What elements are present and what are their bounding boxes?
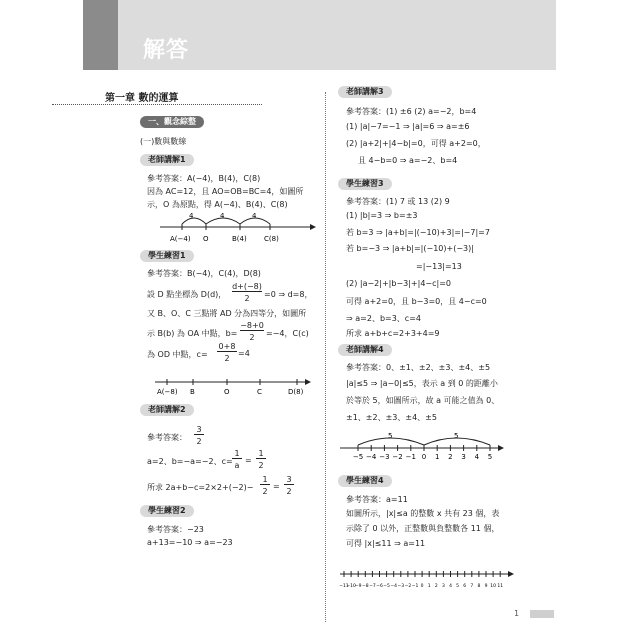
tick-label: O xyxy=(224,388,230,396)
tick-label: A(−4) xyxy=(170,235,191,243)
teacher-heading-3: 老師講解3 xyxy=(338,86,392,98)
tick-label: −8 xyxy=(361,584,369,589)
frac-num: 3 xyxy=(196,425,202,434)
number-line-1 xyxy=(160,210,320,244)
text-line: ⇒ a=2、b=3、c=4 xyxy=(346,314,422,323)
tick-label: −2 xyxy=(392,453,403,461)
tick-label: −3 xyxy=(397,584,405,589)
section-pill: 一、觀念綜整 xyxy=(140,116,204,128)
arc-label: 4 xyxy=(252,212,257,220)
text-line: ±1、±2、±3、±4、±5 xyxy=(346,413,437,422)
text-line: 示除了 0 以外，正整數與負整數各 11 個， xyxy=(346,524,500,533)
tick-label: 3 xyxy=(461,453,466,461)
tick-label: −1 xyxy=(411,584,419,589)
subsection-title: (一)數與數線 xyxy=(140,137,187,146)
frac-bar xyxy=(260,484,270,485)
tick-label: 9 xyxy=(484,584,488,589)
text-line: 示 B(b) 為 OA 中點，b= xyxy=(147,329,238,338)
teacher-heading-4: 老師講解4 xyxy=(338,344,392,356)
text-line: 且 4−b=0 ⇒ a=−2、b=4 xyxy=(358,156,458,165)
frac-den: 2 xyxy=(196,437,202,446)
frac-bar xyxy=(232,291,262,292)
frac-den: 2 xyxy=(262,487,268,496)
page-title: 解答 xyxy=(143,38,190,63)
student-heading-1: 學生練習1 xyxy=(140,250,194,262)
tick-label: B xyxy=(190,388,195,396)
tick-label: −4 xyxy=(390,584,398,589)
tick-label: 1 xyxy=(427,584,431,589)
tick-label: −6 xyxy=(376,584,383,589)
tick-label: −7 xyxy=(369,584,376,589)
tick-label: −11 xyxy=(339,584,349,589)
arc-label: 5 xyxy=(388,432,393,440)
arc-label: 5 xyxy=(454,432,459,440)
tick-label: −3 xyxy=(379,453,390,461)
text-line: 參考答案：A(−4)，B(4)，C(8) xyxy=(147,174,261,183)
tick-label: −10 xyxy=(346,584,356,589)
tick-label: A(−8) xyxy=(157,388,178,396)
text-line: |a|≤5 ⇒ |a−0|≤5，表示 a 到 0 的距離小 xyxy=(346,379,498,388)
tick-label: 11 xyxy=(497,584,504,589)
tick-label: B(4) xyxy=(232,235,247,243)
text-line: 示，O 為原點，得 A(−4)、B(4)、C(8) xyxy=(147,200,288,209)
text-line: 為 OD 中點，c= xyxy=(147,350,208,359)
chapter-title: 第一章 數的運算 xyxy=(105,93,179,104)
text-line: (1) |b|=3 ⇒ b=±3 xyxy=(346,211,418,220)
tick-label: 5 xyxy=(456,584,460,589)
frac-den: 2 xyxy=(258,461,264,470)
frac-bar xyxy=(240,330,264,331)
text-line: 參考答案：B(−4)，C(4)，D(8) xyxy=(147,269,261,278)
tick-label: −2 xyxy=(404,584,412,589)
frac-bar xyxy=(284,484,294,485)
text-line: 所求 a+b+c=2+3+4=9 xyxy=(346,329,440,338)
arc-label: 4 xyxy=(220,212,225,220)
tick-label: 1 xyxy=(434,453,440,461)
frac-num: −8+0 xyxy=(240,321,264,330)
footer-bar xyxy=(530,610,554,618)
tick-label: 0 xyxy=(420,584,424,589)
text-line: (2) |a+2|+|4−b|=0，可得 a+2=0， xyxy=(346,139,486,148)
tick-label: 8 xyxy=(477,584,481,589)
frac-bar xyxy=(256,458,266,459)
text-line: 參考答案：0、±1、±2、±3、±4、±5 xyxy=(346,363,491,372)
frac-bar xyxy=(217,351,237,352)
student-heading-3: 學生練習3 xyxy=(338,178,392,190)
tick-label: 0 xyxy=(421,453,427,461)
tick-label: 3 xyxy=(441,584,445,589)
number-line-4 xyxy=(338,565,518,595)
tick-label: O xyxy=(203,235,209,243)
frac-bar xyxy=(232,458,242,459)
tick-label: −1 xyxy=(405,453,416,461)
frac-num: 1 xyxy=(262,475,268,484)
page-header xyxy=(83,0,556,70)
frac-den: 2 xyxy=(249,333,255,342)
text-line: =4 xyxy=(238,349,250,358)
student-heading-2: 學生練習2 xyxy=(140,505,194,517)
tick-label: −5 xyxy=(352,453,364,461)
tick-label: 5 xyxy=(487,453,493,461)
text-line: 若 b=3 ⇒ |a+b|=|(−10)+3|=|−7|=7 xyxy=(346,228,490,237)
tick-label: D(8) xyxy=(288,388,304,396)
text-line: =|−13|=13 xyxy=(416,262,462,271)
text-line: 參考答案：(1) 7 或 13 (2) 9 xyxy=(346,197,450,206)
tick-label: C(8) xyxy=(264,235,279,243)
frac-num: 1 xyxy=(258,449,264,458)
number-line-2 xyxy=(155,372,320,398)
frac-bar xyxy=(194,434,204,435)
text-line: a+13=−10 ⇒ a=−23 xyxy=(147,538,233,547)
tick-label: −9 xyxy=(354,584,362,589)
text-line: =−4，C(c) xyxy=(266,329,309,338)
frac-num: d+(−8) xyxy=(232,282,262,291)
column-divider xyxy=(325,92,326,622)
text-line: = xyxy=(245,456,252,465)
text-line: 可得 a+2=0，且 b−3=0，且 4−c=0 xyxy=(346,297,487,306)
tick-label: 2 xyxy=(434,584,438,589)
text-line: 於等於 5，如圖所示，故 a 可能之值為 0、 xyxy=(346,396,500,405)
text-line: 因為 AC=12，且 AO=OB=BC=4，如圖所 xyxy=(147,187,304,196)
student-heading-4: 學生練習4 xyxy=(338,475,392,487)
frac-den: 2 xyxy=(244,294,250,303)
tick-label: 7 xyxy=(470,584,474,589)
header-tab xyxy=(83,0,118,70)
tick-label: 2 xyxy=(448,453,453,461)
page-number: 1 xyxy=(514,609,520,618)
text-line: (1) |a|−7=−1 ⇒ |a|=6 ⇒ a=±6 xyxy=(346,122,470,131)
divider xyxy=(52,104,262,105)
frac-num: 0+8 xyxy=(218,342,236,351)
tick-label: 4 xyxy=(474,453,480,461)
text-line: (2) |a−2|+|b−3|+|4−c|=0 xyxy=(346,279,452,288)
text-line: 參考答案：a=11 xyxy=(346,495,408,504)
number-line-3 xyxy=(338,428,508,464)
frac-den: 2 xyxy=(224,354,230,363)
frac-num: 1 xyxy=(234,449,240,458)
text-line: 又 B、O、C 三點將 AD 分為四等分，如圖所 xyxy=(147,309,307,318)
text-line: a=2、b=−a=−2、c= xyxy=(147,457,233,466)
text-line: =0 ⇒ d=8， xyxy=(264,290,313,299)
text-line: 參考答案：(1) ±6 (2) a=−2，b=4 xyxy=(346,107,477,116)
teacher-heading-1: 老師講解1 xyxy=(140,154,194,166)
text-line: = xyxy=(273,482,280,491)
frac-den: 2 xyxy=(286,487,292,496)
text-line: 參考答案：−23 xyxy=(147,525,204,534)
tick-label: 10 xyxy=(490,584,496,589)
text-line: 參考答案： xyxy=(147,433,187,442)
text-line: 所求 2a+b−c=2×2+(−2)− xyxy=(147,483,254,492)
text-line: 可得 |x|≤11 ⇒ a=11 xyxy=(346,539,426,548)
tick-label: −5 xyxy=(383,584,390,589)
frac-num: 3 xyxy=(286,475,292,484)
tick-label: −4 xyxy=(366,453,377,461)
arc-label: 4 xyxy=(189,212,194,220)
tick-label: 6 xyxy=(463,584,467,589)
teacher-heading-2: 老師講解2 xyxy=(140,404,194,416)
text-line: 設 D 點坐標為 D(d)， xyxy=(147,290,227,299)
tick-label: C xyxy=(257,388,262,396)
text-line: 若 b=−3 ⇒ |a+b|=|(−10)+(−3)| xyxy=(346,244,474,253)
tick-label: 4 xyxy=(449,584,452,589)
frac-den: a xyxy=(234,461,240,470)
text-line: 如圖所示，|x|≤a 的整數 x 共有 23 個，表 xyxy=(346,509,500,518)
